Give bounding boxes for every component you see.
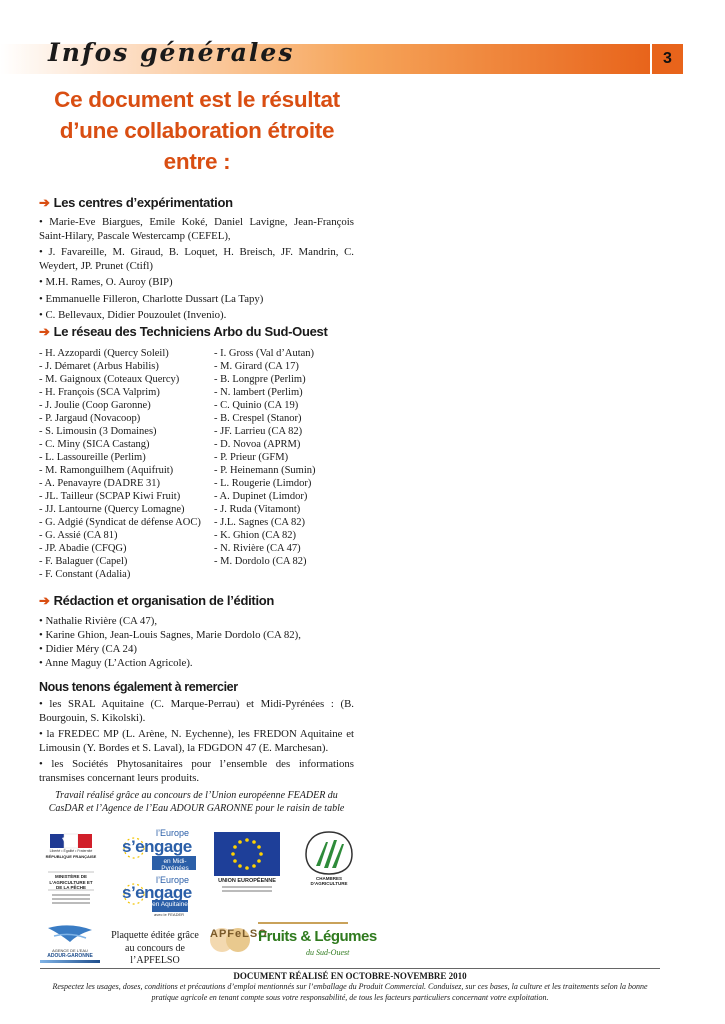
arrow-right-icon: ➔ <box>39 324 50 339</box>
list-item: - G. Assié (CA 81) <box>39 530 118 541</box>
list-item: - G. Adgié (Syndicat de défense AOC) <box>39 517 201 528</box>
apfelso-name: APFeLSO <box>210 928 268 940</box>
list-item: • Nathalie Rivière (CA 47), <box>39 615 158 627</box>
funding-credit: Travail réalisé grâce au concours de l’Union européenne FEADER du CasDAR et l’Agence de l’Eau ADOUR GARONNE pour le raisin de table <box>48 790 345 814</box>
section-heading-centres <box>39 195 233 211</box>
list-item: • Didier Méry (CA 24) <box>39 643 137 655</box>
arrow-right-icon: ➔ <box>39 195 50 210</box>
eu-flag-icon <box>214 832 280 876</box>
europe-aq-line2: s’engage <box>122 883 192 902</box>
list-item: - JF. Larrieu (CA 82) <box>214 426 303 437</box>
ministere-name: MINISTÈRE DE L’AGRICULTURE ET DE LA PÊCHE <box>49 874 93 890</box>
list-item: - A. Penavayre (DADRE 31) <box>39 478 161 489</box>
list-item: - J.L. Sagnes (CA 82) <box>214 517 305 528</box>
ue-subtext-line <box>222 890 272 892</box>
europe-aquitaine-logo <box>118 876 198 918</box>
list-item: - L. Lassoureille (Perlim) <box>39 452 146 463</box>
europe-aq-line3: en Aquitaine <box>152 901 188 908</box>
adour-line2: ADOUR-GARONNE <box>47 953 93 959</box>
list-item: - S. Limousin (3 Domaines) <box>39 426 157 437</box>
europe-aq-line4: avec le FEADER <box>154 912 185 917</box>
adour-garonne-logo <box>40 924 100 964</box>
techniciens-left-column <box>39 347 201 581</box>
page-header <box>0 38 725 74</box>
footer-divider <box>40 968 660 969</box>
list-item: • Anne Maguy (L’Action Agricole). <box>39 657 193 669</box>
ministere-logo <box>40 832 102 912</box>
water-drop-icon <box>40 924 100 948</box>
ue-subtext-line <box>222 886 272 888</box>
header-gradient-bar <box>0 38 650 74</box>
ue-name: UNION EUROPÉENNE <box>218 878 276 884</box>
page-number: 3 <box>652 44 683 74</box>
list-item: - JL. Tailleur (SCPAP Kiwi Fruit) <box>39 491 181 502</box>
list-item: • la FREDEC MP (L. Arène, N. Eychenne), les FREDON Aquitaine et Limousin (Y. Bordes et S. Laval), la FDGDON 47 (E. Marchesan). <box>39 728 354 754</box>
list-item: - J. Ruda (Vitamont) <box>214 504 301 515</box>
header-title: Infos générales <box>48 38 295 67</box>
section-heading-text: Le réseau des Techniciens Arbo du Sud-Ouest <box>53 324 328 339</box>
main-title-line: entre : <box>163 149 231 174</box>
europe-mp-line3: en Midi-Pyrénées <box>161 858 189 872</box>
list-item: - M. Gaignoux (Coteaux Quercy) <box>39 374 180 385</box>
list-item: - P. Prieur (GFM) <box>214 452 289 463</box>
list-item: - K. Ghion (CA 82) <box>214 530 296 541</box>
ministere-motto: Liberté • Égalité • Fraternité <box>49 849 93 853</box>
remerciements-list <box>39 698 354 788</box>
list-item: - B. Longpre (Perlim) <box>214 374 306 385</box>
list-item: - B. Crespel (Stanor) <box>214 413 302 424</box>
list-item: - A. Dupinet (Limdor) <box>214 491 308 502</box>
list-item: - C. Miny (SICA Castang) <box>39 439 150 450</box>
list-item: - D. Novoa (APRM) <box>214 439 301 450</box>
europe-midi-pyrenees-logo <box>118 828 198 872</box>
europe-mp-line2: s’engage <box>122 837 192 856</box>
list-item: - JP. Abadie (CFQG) <box>39 543 127 554</box>
arrow-right-icon: ➔ <box>39 593 50 608</box>
list-item: • les SRAL Aquitaine (C. Marque-Perrau) et Midi-Pyrénées : (B. Bourgouin, S. Kikolski). <box>39 698 354 724</box>
list-item: - F. Constant (Adalia) <box>39 569 131 580</box>
list-item: - P. Jargaud (Novacoop) <box>39 413 141 424</box>
list-item: - L. Rougerie (Limdor) <box>214 478 312 489</box>
redaction-list <box>39 615 354 671</box>
marianne-icon <box>40 832 102 912</box>
adour-wave <box>40 960 100 963</box>
list-item: • Marie-Eve Biargues, Emile Koké, Daniel Lavigne, Jean-François Saint-Hilary, Pascale Westercamp (CEFEL), <box>39 216 354 242</box>
main-title <box>40 84 354 177</box>
apfelso-brand: Fruits & Légumes <box>258 928 377 945</box>
list-item: - I. Gross (Val d’Autan) <box>214 348 315 359</box>
list-item: - N. Rivière (CA 47) <box>214 543 301 554</box>
centres-list <box>39 216 354 326</box>
list-item: • Emmanuelle Filleron, Charlotte Dussart (La Tapy) <box>39 292 264 305</box>
main-title-line: Ce document est le résultat <box>54 87 340 112</box>
europe-mp-line1: l’Europe <box>156 828 190 838</box>
list-item: - J. Joulie (Coop Garonne) <box>39 400 151 411</box>
list-item: - F. Balaguer (Capel) <box>39 556 128 567</box>
section-heading-text: Les centres d’expérimentation <box>53 195 233 210</box>
footer-title: DOCUMENT RÉALISÉ EN OCTOBRE-NOVEMBRE 2010 <box>233 971 467 981</box>
apfelso-sub: du Sud-Ouest <box>306 948 350 957</box>
list-item: - M. Dordolo (CA 82) <box>214 556 307 567</box>
union-europeenne-logo <box>214 832 280 892</box>
list-item: - JJ. Lantourne (Quercy Lomagne) <box>39 504 185 515</box>
list-item: - P. Heinemann (Sumin) <box>214 465 316 476</box>
list-item: - H. Azzopardi (Quercy Soleil) <box>39 348 169 359</box>
list-item: • les Sociétés Phytosanitaires pour l’ensemble des informations transmises concernant leurs produits. <box>39 758 354 784</box>
list-item: - H. François (SCA Valprim) <box>39 387 160 398</box>
list-item: - M. Girard (CA 17) <box>214 361 299 372</box>
list-item: • C. Bellevaux, Didier Pouzoulet (Invenio). <box>39 309 227 321</box>
list-item: • Karine Ghion, Jean-Louis Sagnes, Marie Dordolo (CA 82), <box>39 629 301 641</box>
techniciens-right-column <box>214 347 316 568</box>
list-item: • J. Favareille, M. Giraud, B. Loquet, H. Breisch, JF. Mandrin, C. Weydert, JP. Prunet (Ctifl) <box>39 246 354 272</box>
chambres-agriculture-logo <box>304 830 354 888</box>
footer-note: Respectez les usages, doses, conditions et précautions d’emploi mentionnés sur l’emballage du Produit Commercial. Conduisez, sur ces bases, la culture et les traitements selon la bonne pratique agricole en tenant compte sous votre responsabilité, de tous les facteurs particuliers concernant votre exploitation. <box>52 982 648 1002</box>
section-heading-remerciements: Nous tenons également à remercier <box>39 680 238 694</box>
ministere-republic: RÉPUBLIQUE FRANÇAISE <box>45 854 97 859</box>
list-item: - J. Démaret (Arbus Habilis) <box>39 361 159 372</box>
list-item: - N. lambert (Perlim) <box>214 387 303 398</box>
chambres-name: CHAMBRES D’AGRICULTURE <box>310 876 348 886</box>
section-heading-text: Rédaction et organisation de l’édition <box>53 593 275 608</box>
chambres-emblem-icon <box>304 830 354 876</box>
list-item: • M.H. Rames, O. Auroy (BIP) <box>39 276 173 288</box>
list-item: - M. Ramonguilhem (Aquifruit) <box>39 465 174 476</box>
plaquette-note: Plaquette éditée grâce au concours de l’APFELSO <box>111 930 199 966</box>
list-item: - C. Quinio (CA 19) <box>214 400 299 411</box>
section-heading-techniciens <box>39 324 327 340</box>
europe-aq-line1: l’Europe <box>156 875 190 885</box>
main-title-line: d’une collaboration étroite <box>59 118 335 143</box>
section-heading-redaction <box>39 593 274 609</box>
apfelso-logo <box>208 918 377 964</box>
adour-line1: AGENCE DE L’EAU <box>52 948 88 953</box>
